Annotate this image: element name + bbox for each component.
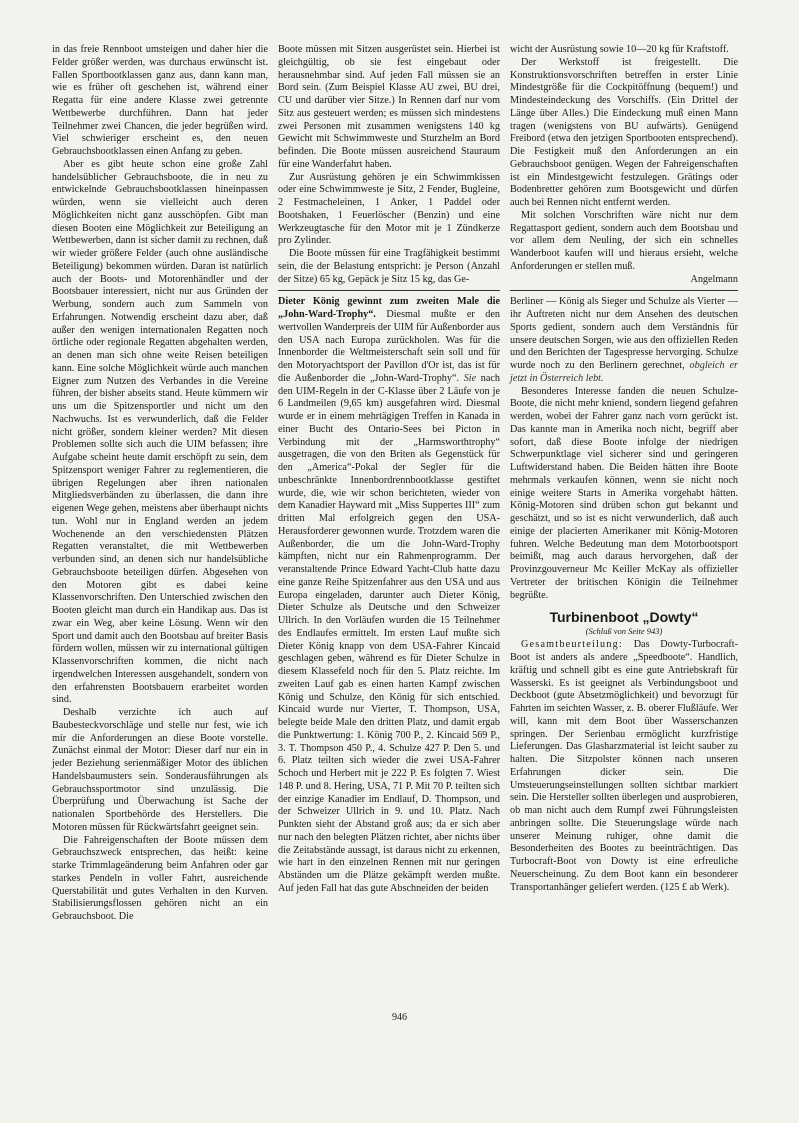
article-subtitle: (Schluß von Seite 943) — [585, 626, 663, 637]
news-headline: Dieter König gewinnt zum zweiten Male die „John-Ward-Trophy“. — [278, 296, 500, 320]
paragraph: Besonderes Interesse fanden die neuen Schulze-Boote, die nicht mehr kniend, sondern liegend gefahren werden, wobei der Fahrer ganz nach vorn gerückt ist. Das kannte man in Amerika noch nicht, begriff aber sofort, daß diese Boote infolge der niedrigen Schwerpunktlage viel sicherer sind und geringeren Luftwiderstand haben. Die Beiden hätten ihre Boote mehrmals verkaufen können, wenn sie nicht noch einige weitere Starts in Amerika vorgehabt hätten. König-Motoren sind drüben schon gut bekannt und geschätzt, und so ist es nicht verwunderlich, daß auch einige der placierten Amerikaner mit König-Motoren fuhren. Welche Bedeutung man dem Motorbootsport beimißt, mag auch daraus hervorgehen, daß der Provinzgouverneur Mc Keiller McKay als offizieller Vertreter der britischen Königin die Teilnehmer begrüßte. — [510, 385, 738, 601]
paragraph: Boote müssen mit Sitzen ausgerüstet sein. Hierbei ist gleichgültig, ob sie fest eingebaut oder herausnehmbar sind. Auf jeden Fall müssen sie an Bord sein. (Zum Beispiel Klasse AU zwei, BU drei, CU und darüber vier Sitze.) In Rennen darf nur vom Sitz aus gesteuert werden; es müssen sich mindestens zwei Personen mit zusammen wenigstens 140 kg Gewicht mit Schwimmweste und Sturzhelm an Bord befinden. Die Boote müssen ausreichend Stauraum für eine Wanderfahrt haben. — [278, 44, 500, 170]
page-number: 946 — [392, 1012, 407, 1023]
paragraph: wicht der Ausrüstung sowie 10—20 kg für Kraftstoff. — [510, 44, 729, 55]
column-right — [510, 44, 738, 894]
paragraph: Zur Ausrüstung gehören je ein Schwimmkissen oder eine Schwimmweste je Sitz, 2 Fender, Bugleine, 2 Festmacheleinen, 1 Anker, 1 Paddel oder Bootshaken, 1 Feuerlöscher (Benzin) und eine Werkzeugtasche für den Motor mit je 1 Zündkerze pro Zylinder. — [278, 171, 500, 247]
paragraph — [510, 296, 738, 385]
paragraph: Aber es gibt heute schon eine große Zahl handelsüblicher Gebrauchsboote, die in neu zu entwickelnde Gebrauchsbootklassen hineinpassen würden, wenn sie vielleicht auch deren Möglichkeiten nicht ganz ausschöpfen. Gibt man diesen Booten eine Möglichkeit zur Beteiligung an Wettbewerben, dann ist sicher damit zu rechnen, daß wir wieder größere Felder (auch ohne ausländische Beteiligung) bekommen würden. Daran ist natürlich auch der Boots- und Motorenhändler und der Bootsbauer interessiert, nicht nur aus Gründen der Werbung, sondern auch zum Sammeln von Erfahrungen. Notwendig erscheint dazu aber, daß außer den wenigen internationalen Regatten noch örtliche oder regionale Regatten abgehalten werden, an denen man sich ohne weite Reisen beteiligen kann. Eine solche Möglichkeit würde auch manchen Eigner zum Nutzen des Verbandes in die Vereine führen, der bisher abseits stand. Heute kümmern wir uns um die Spitzensportler und nicht um den Nachwuchs. Ist es verwunderlich, daß die Felder nicht größer, sondern kleiner werden? Mit diesen Problemen sollte sich auch die UIM befassen; ihre Aufgabe scheint heute damit erschöpft zu sein, dem Spitzensport weniger Fahrer zu reglementieren, die übrigen Regelungen aber ihren nationalen Mitgliedsverbänden zu überlassen, die dann ihre eigenen Wege gehen, meistens aber überhaupt nichts tun. Wohl nur in England werden an jedem Wochenende an den verschiedensten Plätzen Regatten veranstaltet, die mit Wettbewerben verbunden sind, an denen sich nur handelsübliche Gebrauchsboote beteiligen dürfen. Abgesehen von den Motoren gibt es dabei keine Klassenvorschriften. Den Unterschied zwischen den Booten gleicht man durch ein Handikap aus. Das ist zwar ein Weg, aber keine Lösung. Wenn wir den Sport und damit auch den Bootsbau auf breiter Basis fördern wollen, müssen wir zu international gültigen Klassenvorschriften kommen, die nicht nach irgendwelchen Interessen ausgehandelt, sondern von den erfahrensten Bootsbauern erarbeitet worden sind. — [52, 158, 268, 706]
news-item-koenig — [278, 296, 500, 895]
paragraph: Die Boote müssen für eine Tragfähigkeit bestimmt sein, die der Belastung entspricht: je Person (Anzahl der Sitze) 65 kg, Gepäck je Sitz 15 kg, das Ge- — [278, 248, 500, 285]
divider — [278, 290, 500, 291]
paragraph: Die Fahreigenschaften der Boote müssen dem Gebrauchszweck entsprechen, das heißt: keine starke Trimmlageänderung beim Anfahren oder gar starkes Pendeln in voller Fahrt, ausreichende Querstabilität und gutes Verhalten in den Kurven. Stabilisierungsflossen gehören nicht an ein Gebrauchsboot. Die — [52, 834, 268, 922]
column-left — [52, 44, 268, 924]
paragraph: Deshalb verzichte ich auch auf Baubesteckvorschläge und stelle nur fest, wie ich mir die Anforderungen an diese Boote vorstelle. Zunächst einmal der Motor: Dieser darf nur ein in jeder Beziehung serienmäßiger Motor des üblichen Handelsbaumusters sein. Sonderausführungen als Gebrauchssportmotor sind unzulässig. Die Überprüfung und Überwachung ist Sache der nationalen Sportbehörde des Herstellers. Die Motoren müssen für Rückwärtsfahrt geeignet sein. — [52, 707, 268, 833]
paragraph: in das freie Rennboot umsteigen und daher hier die Felder größer werden, was durchaus erwünscht ist. Fallen Sportbootklassen ganz aus, dann kann man, wie es früher oft geschehen ist, während einer Regatta für eine andere Klasse zwei getrennte Wettbewerbe durchführen. Dann hat jeder Teilnehmer zwei Chancen, die jeder begrüßen wird. Viel schwieriger erscheint es, den neuen Gebrauchsbootklassen einen Anfang zu geben. — [52, 44, 268, 157]
column-middle — [278, 44, 500, 896]
news-body: nach den UIM-Regeln in der C-Klasse über 2 Läufe von je 6 Landmeilen (9,65 km) ausgefahren wird. Diesmal wurde er in einem mehrtägigen Treffen in Kanada in einer Bucht des Ontario-Sees bei Picton in Verbindung mit der „Harmsworthtrophy“ ausgetragen, die von den Briten als Gegenstück für den „America“-Pokal der Segler für die unbeschränkte Innenbordrennbootklasse gestiftet wurde, die, wie wir schon berichteten, wieder von dem Kanadier Hayward mit „Miss Suppertes III“ zum dritten Mal erfolgreich gegen den USA-Herausforderer gewonnen wurde. Trotzdem waren die Außenborder, die um die John-Ward-Trophy kämpften, nicht nur ein Rahmenprogramm. Der veranstaltende Prince Edward Yacht-Club hatte dazu eine ganze Reihe Spitzenfahrer aus den USA und aus Europa eingeladen, darunter auch Dieter König, Dieter Schulze als Deutsche und den Schweizer Ullrich. In den Vorläufen wurden die 15 Teilnehmer des Endlaufes ermittelt. Im ersten Lauf mußte sich Dieter König knapp von dem USA-Fahrer Kincaid geschlagen geben, während es für Dieter Schulze in diesem Klassefeld noch für den 5. Platz reichte. Im zweiten Lauf gab es einen harten Kampf zwischen König und Schulze, den König für sich entschied. Kincaid wurde nur Vierter, T. Thompson, USA, belegte beide Male den dritten Platz, und damit ergab die Punktwertung: 1. König 700 P., 2. Kincaid 569 P., 3. T. Thompson 450 P., 4. Schulze 427 P. Den 5. und 6. Platz teilten sich wieder die zwei USA-Fahrer Schoch und Herbert mit je 222 P. Es folgten 7. Wiest 148 P. und 8. Hering, USA, 71 P. Mit 70 P. teilten sich der einzige Kanadier im Endlauf, D. Thompson, und der Schweizer Ullrich in 9. und 10. Platz. Nach Punkten sieht der Abstand groß aus; da er sich aber nur nach den belegten Plätzen richtet, aber nichts über die Zeitabstände aussagt, ist daraus nicht zu erkennen, wie hart in den einzelnen Rennen mit nur geringen Abständen um die Plätze gekämpft werden mußte. Auf jeden Fall hat das gute Abschneiden der beiden — [278, 372, 501, 894]
paragraph: Der Werkstoff ist freigestellt. Die Konstruktionsvorschriften betreffen in erster Linie Mindestgröße für die Cockpitöffnung (bequem!) und Mindesteindeckung des Vorschiffs. (Ein Drittel der Länge über Alles.) Die Eindeckung muß einen Mann tragen (wenigstens von BU aufwärts). Genügend Freibord (etwa den jetzigen Sportbooten entsprechend). Die Festigkeit muß den Anforderungen an ein Gebrauchsboot genügen. Wegen der Fahreigenschaften ist ein Mindestgewicht festzulegen. Grätings oder Bodenbretter gehören zum Bootsgewicht und dürfen auch bei Rennen nicht entfernt werden. — [510, 56, 738, 208]
paragraph-body: Das Dowty-Turbocraft-Boot ist anders als andere „Speedboote“. Handlich, kräftig und schnell gibt es eine gute Antriebskraft für Wasserski. Es ist geeignet als Verbindungsboot und Deckboot (gute Absetzmöglichkeit) und bevorzugt für Fahrten im seichten Wasser, z. B. oberer Flußläufe. Wer will, kann mit dem Boot über Wasserschanzen springen. Der Serienbau ermöglicht kurzfristige Lieferungen. Das Glasharzmaterial ist leicht sauber zu halten. Die Sitzpolster können nach unseren Erfahrungen dicker sein. Die Umsteuerungseinstellungen sollten sichtbar markiert sein. Die Hersteller sollten überlegen und ausprobieren, ob man nicht auch dem Rumpf zwei Führungsleisten anbringen sollte. Die Steuerungslage würde nach unserer Meinung ruhiger, ohne damit die Besonderheiten des Bootes zu beeinträchtigen. Das Turbocraft-Boot von Dowty ist eine erfreuliche Neuerscheinung. Zu dem Boot kann ein besonderer Transportanhänger geliefert werden. (125 £ ab Werk). — [510, 639, 738, 893]
section-lead: Gesamtbeurteilung: — [521, 639, 623, 651]
news-body: Berliner — König als Sieger und Schulze als Vierter — ihr Auftreten nicht nur dem Ansehen des deutschen Sports gedient, sondern auch dem Verständnis für unsere deutschen Sorgen, wie aus den offiziellen Reden und den Berichten der Tagespresse hervorging. Schulze wurde noch zu den Berlinern gerechnet, — [510, 296, 738, 371]
author-signature: Angelmann — [690, 273, 738, 285]
news-body-oldscript: Sie — [463, 372, 477, 384]
news-body-oldscript: obgleich er jetzt in Österreich lebt. — [510, 360, 738, 384]
news-body: Diesmal mußte er den wertvollen Wanderpreis der UIM für Außenborder aus den USA nach Europa zurückholen. Was für die Innenborder die Weltmeisterschaft sein soll und für den Motoryachtsport der Pavillon d'Or ist, das ist für die Außenborder die „John-Ward-Trophy“. — [278, 309, 500, 384]
paragraph — [510, 639, 738, 894]
paragraph: Mit solchen Vorschriften wäre nicht nur dem Regattasport gedient, sondern auch dem Bootsbau und vor allem dem Neuling, der sich ein schnelles Wanderboot kaufen will und hieraus ersieht, welche Anforderungen er stellen muß. — [510, 209, 738, 272]
divider — [510, 290, 738, 291]
article-title: Turbinenboot „Dowty“ — [549, 609, 699, 626]
